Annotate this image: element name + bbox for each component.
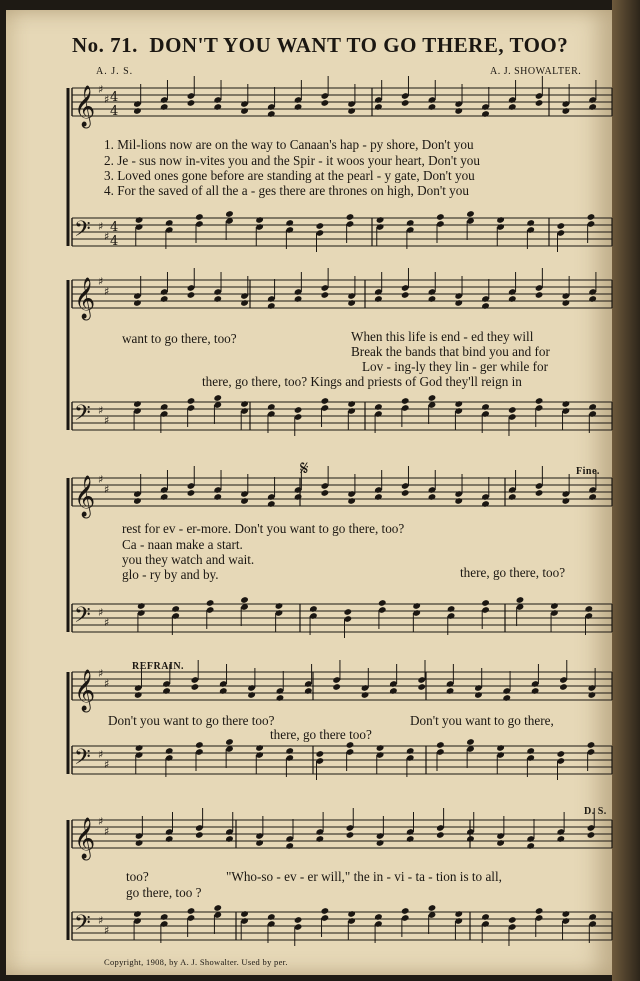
note-head [374,403,383,411]
segno-icon: 𝄋 [300,456,309,480]
note-head [374,103,383,111]
note-head [347,299,356,307]
note-head [294,103,303,111]
note-head [447,605,456,613]
note-head [321,99,330,107]
note-head [240,497,249,505]
note-head [225,835,234,843]
note-head [195,741,204,749]
note-head [225,210,234,218]
note-head [406,747,415,755]
note-head [550,602,559,610]
note-head [135,216,144,224]
note-head [213,493,222,501]
lyric-line: When this life is end - ed they will [351,329,534,344]
note-head [347,497,356,505]
note-head [171,605,180,613]
note-head [267,403,276,411]
note-head [587,741,596,749]
note-head [587,831,596,839]
note-head [535,99,544,107]
note-head [526,219,535,227]
note-head [219,687,228,695]
note-head [508,103,517,111]
note-head [321,489,330,497]
note-head [247,691,256,699]
lyric-line: there, go there too? [270,727,372,742]
lyricist-credit: A. J. S. [96,66,134,77]
note-head [276,694,285,702]
note-head [428,394,437,402]
lyric-line: go there, too ? [126,885,202,900]
note-head [294,295,303,303]
sharp-icon: ♯ [104,483,110,496]
note-head [321,907,330,915]
note-head [588,493,597,501]
note-head [428,103,437,111]
sharp-icon: ♯ [104,230,110,243]
note-head [160,913,169,921]
note-head [347,400,356,408]
note-head [294,916,303,924]
note-head [535,291,544,299]
note-head [428,904,437,912]
note-head [562,400,571,408]
note-head [165,747,174,755]
note-head [316,750,325,758]
note-head [191,683,200,691]
note-head [508,295,517,303]
verse-2-line: 2. Je - sus now in-vites you and the Spir - it woos your heart, Don't you [104,153,480,168]
sharp-icon: ♯ [98,83,104,96]
bass-clef-icon: 𝄢 [74,603,91,633]
note-head [195,831,204,839]
note-head [285,219,294,227]
note-head [587,213,596,221]
sharp-icon: ♯ [98,815,104,828]
sharp-icon: ♯ [98,473,104,486]
note-head [187,907,196,915]
lyric-line: Lov - ing-ly they lin - ger while for [362,359,549,374]
time-signature: 4 [110,234,119,249]
note-head [389,687,398,695]
verse-4-line: 4. For the saved of all the a - ges there are thrones on high, Don't you [104,183,469,198]
time-signature: 4 [110,104,119,119]
bass-clef-icon: 𝄢 [74,401,91,431]
note-head [285,747,294,755]
note-head [343,608,352,616]
note-head [535,397,544,405]
note-head [321,291,330,299]
note-head [135,744,144,752]
note-head [294,406,303,414]
note-head [374,295,383,303]
note-head [466,835,475,843]
note-head [436,831,445,839]
note-head [417,683,426,691]
bass-clef-icon: 𝄢 [74,745,91,775]
note-head [557,750,566,758]
note-head [316,835,325,843]
note-head [454,107,463,115]
sharp-icon: ♯ [104,285,110,298]
note-head [309,605,318,613]
lyric-line: Don't you want to go there, [410,713,554,728]
note-head [401,397,410,405]
lyric-line: Don't you want to go there too? [108,713,275,728]
lyric-line: you they watch and wait. [122,552,255,567]
ds-marking: D. S. [584,806,607,817]
note-head [187,99,196,107]
note-head [267,110,276,118]
note-head [165,835,174,843]
note-head [240,299,249,307]
sharp-icon: ♯ [98,914,104,927]
note-head [213,295,222,303]
note-head [346,213,355,221]
copyright-notice: Copyright, 1908, by A. J. Showalter. Used by per. [104,957,288,967]
treble-clef-icon: 𝄞 [74,86,96,127]
note-head [240,107,249,115]
note-head [255,839,264,847]
note-head [584,605,593,613]
sharp-icon: ♯ [104,924,110,937]
lyric-line: there, go there, too? Kings and priests of God they'll reign in [202,374,522,389]
sharp-icon: ♯ [98,275,104,288]
note-head [137,602,146,610]
note-head [559,683,568,691]
verse-3-line: 3. Loved ones gone before are standing at the pearl - y gate, Don't you [104,168,475,183]
note-head [454,400,463,408]
note-head [160,403,169,411]
note-head [531,687,540,695]
note-head [508,916,517,924]
note-head [446,687,455,695]
note-head [376,839,385,847]
treble-clef-icon: 𝄞 [74,278,96,319]
note-head [187,397,196,405]
note-head [376,744,385,752]
lyric-line: too? [126,869,149,884]
lyric-line: there, go there, too? [460,565,566,580]
note-head [213,103,222,111]
note-head [316,222,325,230]
note-head [160,493,169,501]
treble-clef-icon: 𝄞 [74,818,96,859]
note-head [557,222,566,230]
note-head [225,738,234,746]
note-head [535,489,544,497]
note-head [588,103,597,111]
note-head [133,910,142,918]
note-head [496,216,505,224]
note-head [588,913,597,921]
note-head [347,107,356,115]
note-head [162,687,171,695]
bass-clef-icon: 𝄢 [74,217,91,247]
sharp-icon: ♯ [104,414,110,427]
note-head [135,839,144,847]
note-head [454,497,463,505]
treble-clef-icon: 𝄞 [74,670,96,711]
note-head [508,406,517,414]
note-head [160,103,169,111]
note-head [133,299,142,307]
time-signature: 4 [110,90,119,105]
note-head [206,599,215,607]
note-head [401,99,410,107]
note-head [481,500,490,508]
sharp-icon: ♯ [104,825,110,838]
lyric-line: glo - ry by and by. [122,567,219,582]
lyric-line: Break the bands that bind you and for [351,344,550,359]
note-head [412,602,421,610]
note-head [588,691,597,699]
note-head [255,216,264,224]
note-head [588,295,597,303]
note-head [481,913,490,921]
note-head [526,747,535,755]
note-head [240,910,249,918]
note-head [133,107,142,115]
verse-1-line: 1. Mil-lions now are on the way to Canaan's hap - py shore, Don't you [104,137,474,152]
note-head [496,839,505,847]
note-head [378,599,387,607]
note-head [466,210,475,218]
note-head [133,400,142,408]
note-head [562,497,571,505]
note-head [474,691,483,699]
hymn-title: DON'T YOU WANT TO GO THERE, TOO? [149,33,569,57]
note-head [516,596,525,604]
note-head [267,913,276,921]
note-head [588,403,597,411]
sharp-icon: ♯ [98,606,104,619]
note-head [502,694,511,702]
note-head [133,497,142,505]
note-head [428,493,437,501]
note-head [275,602,284,610]
note-head [508,493,517,501]
sharp-icon: ♯ [104,758,110,771]
note-head [240,596,249,604]
lyric-line: want to go there, too? [122,331,237,346]
note-head [481,599,490,607]
note-head [374,493,383,501]
sharp-icon: ♯ [98,748,104,761]
note-head [213,394,222,402]
note-head [160,295,169,303]
note-head [255,744,264,752]
note-head [165,219,174,227]
note-head [346,831,355,839]
note-head [213,904,222,912]
note-head [481,403,490,411]
note-head [406,219,415,227]
composer-credit: A. J. SHOWALTER. [490,66,582,77]
note-head [240,400,249,408]
lyric-line: "Who-so - ev - er will," the in - vi - ta - tion is to all, [226,869,502,884]
sharp-icon: ♯ [104,616,110,629]
sharp-icon: ♯ [98,404,104,417]
note-head [481,302,490,310]
note-head [304,687,313,695]
note-head [406,835,415,843]
fine-marking: Fine. [576,466,600,477]
note-head [195,213,204,221]
note-head [401,489,410,497]
note-head [535,907,544,915]
note-head [466,738,475,746]
note-head [562,299,571,307]
lyric-line: Ca - naan make a start. [122,537,243,552]
note-head [454,910,463,918]
sharp-icon: ♯ [104,93,110,106]
note-head [134,691,143,699]
treble-clef-icon: 𝄞 [74,476,96,517]
note-head [321,397,330,405]
note-head [562,107,571,115]
note-head [557,835,566,843]
refrain-marking: REFRAIN. [132,661,185,672]
note-head [332,683,341,691]
note-head [526,842,535,850]
note-head [481,110,490,118]
note-head [347,910,356,918]
time-signature: 4 [110,220,119,235]
sharp-icon: ♯ [98,667,104,680]
note-head [436,741,445,749]
bass-clef-icon: 𝄢 [74,911,91,941]
note-head [294,493,303,501]
note-head [376,216,385,224]
note-head [428,295,437,303]
note-head [361,691,370,699]
note-head [187,489,196,497]
lyric-line: rest for ev - er-more. Don't you want to go there, too? [122,521,405,536]
note-head [454,299,463,307]
note-head [267,302,276,310]
note-head [496,744,505,752]
note-head [436,213,445,221]
hymn-number: No. 71. [72,33,138,57]
note-head [562,910,571,918]
sharp-icon: ♯ [98,220,104,233]
note-head [401,907,410,915]
note-head [267,500,276,508]
note-head [285,842,294,850]
note-head [401,291,410,299]
note-head [374,913,383,921]
sharp-icon: ♯ [104,677,110,690]
note-head [187,291,196,299]
